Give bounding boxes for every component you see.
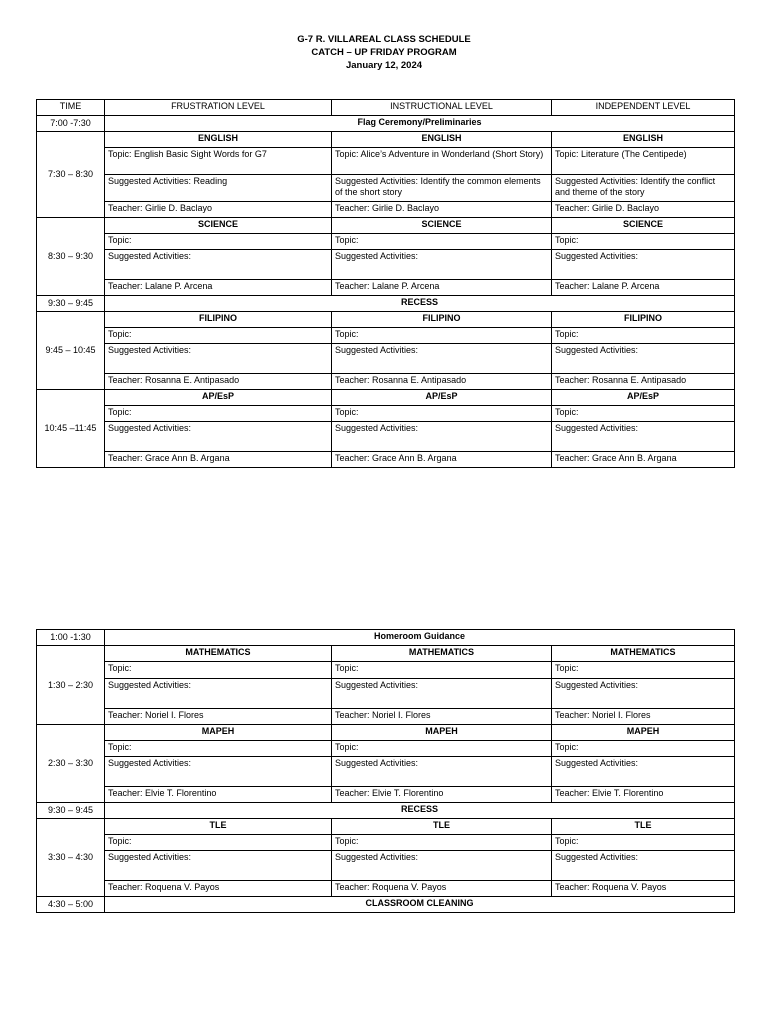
time-cell: 10:45 –11:45 [37,390,105,468]
topic-cell: Topic: English Basic Sight Words for G7 [105,148,332,175]
subject-label: ENGLISH [552,132,735,148]
cleaning-label: CLASSROOM CLEANING [105,897,735,913]
activities-cell: Suggested Activities: [552,422,735,452]
subject-row-science [37,218,735,234]
activities-cell: Suggested Activities: [332,344,552,374]
teacher-cell: Teacher: Rosanna E. Antipasado [332,374,552,390]
teacher-row [37,709,735,725]
activities-cell: Suggested Activities: [105,757,332,787]
activities-cell: Suggested Activities: Identify the common elements of the short story [332,175,552,202]
subject-label: MATHEMATICS [105,646,332,662]
activities-row [37,679,735,709]
teacher-cell: Teacher: Roquena V. Payos [332,881,552,897]
topic-cell: Topic: [332,741,552,757]
subject-label: MATHEMATICS [332,646,552,662]
activities-cell: Suggested Activities: [552,344,735,374]
subject-label: MAPEH [105,725,332,741]
activities-cell: Suggested Activities: [332,422,552,452]
afternoon-schedule-table [36,629,735,913]
teacher-cell: Teacher: Grace Ann B. Argana [552,452,735,468]
document-header [0,33,768,72]
teacher-cell: Teacher: Rosanna E. Antipasado [552,374,735,390]
homeroom-row [37,630,735,646]
topic-cell: Topic: [332,835,552,851]
time-cell: 7:00 -7:30 [37,116,105,132]
time-cell: 1:30 – 2:30 [37,646,105,725]
teacher-cell: Teacher: Roquena V. Payos [105,881,332,897]
subject-label: FILIPINO [552,312,735,328]
topic-cell: Topic: [552,234,735,250]
teacher-row [37,787,735,803]
topic-cell: Topic: [332,406,552,422]
subject-label: ENGLISH [105,132,332,148]
activities-cell: Suggested Activities: Identify the conflict and theme of the story [552,175,735,202]
teacher-cell: Teacher: Girlie D. Baclayo [105,202,332,218]
activities-cell: Suggested Activities: [332,250,552,280]
time-cell: 2:30 – 3:30 [37,725,105,803]
topic-cell: Topic: [552,835,735,851]
activities-cell: Suggested Activities: [552,851,735,881]
activities-cell: Suggested Activities: [105,344,332,374]
subject-label: MAPEH [552,725,735,741]
teacher-row [37,881,735,897]
topic-row [37,234,735,250]
subject-label: SCIENCE [552,218,735,234]
recess-label: RECESS [105,296,735,312]
time-cell: 8:30 – 9:30 [37,218,105,296]
subject-label: AP/EsP [105,390,332,406]
subject-row-filipino [37,312,735,328]
time-cell: 3:30 – 4:30 [37,819,105,897]
subject-label: MAPEH [332,725,552,741]
activities-cell: Suggested Activities: [105,250,332,280]
subject-row-apesp [37,390,735,406]
subject-label: TLE [552,819,735,835]
subject-label: FILIPINO [332,312,552,328]
activities-cell: Suggested Activities: [105,422,332,452]
teacher-row [37,202,735,218]
activities-row [37,250,735,280]
time-cell: 9:30 – 9:45 [37,296,105,312]
activities-cell: Suggested Activities: [105,679,332,709]
homeroom-label: Homeroom Guidance [105,630,735,646]
time-cell: 4:30 – 5:00 [37,897,105,913]
topic-cell: Topic: [105,662,332,679]
topic-cell: Topic: [552,406,735,422]
time-cell: 1:00 -1:30 [37,630,105,646]
recess-label: RECESS [105,803,735,819]
activities-row [37,344,735,374]
teacher-cell: Teacher: Elvie T. Florentino [105,787,332,803]
activities-row [37,851,735,881]
topic-row [37,741,735,757]
activities-row [37,757,735,787]
topic-cell: Topic: [105,835,332,851]
teacher-cell: Teacher: Elvie T. Florentino [332,787,552,803]
teacher-cell: Teacher: Girlie D. Baclayo [552,202,735,218]
col-header-frustration: FRUSTRATION LEVEL [105,100,332,116]
teacher-row [37,280,735,296]
activities-cell: Suggested Activities: [552,679,735,709]
teacher-cell: Teacher: Grace Ann B. Argana [105,452,332,468]
topic-cell: Topic: [332,234,552,250]
activities-row [37,422,735,452]
topic-row [37,662,735,679]
schedule-date: January 12, 2024 [345,60,423,71]
teacher-row [37,374,735,390]
subject-label: AP/EsP [332,390,552,406]
subject-label: MATHEMATICS [552,646,735,662]
teacher-cell: Teacher: Noriel I. Flores [552,709,735,725]
activities-cell: Suggested Activities: [552,250,735,280]
activities-cell: Suggested Activities: [105,851,332,881]
activities-cell: Suggested Activities: Reading [105,175,332,202]
col-header-time: TIME [37,100,105,116]
activities-cell: Suggested Activities: [552,757,735,787]
subject-label: FILIPINO [105,312,332,328]
teacher-cell: Teacher: Noriel I. Flores [332,709,552,725]
topic-row [37,406,735,422]
topic-cell: Topic: [332,328,552,344]
recess-row [37,803,735,819]
topic-cell: Topic: [552,741,735,757]
teacher-cell: Teacher: Roquena V. Payos [552,881,735,897]
subject-label: SCIENCE [332,218,552,234]
topic-row [37,148,735,175]
time-cell: 9:45 – 10:45 [37,312,105,390]
subject-label: AP/EsP [552,390,735,406]
topic-cell: Topic: [332,662,552,679]
time-cell: 9:30 – 9:45 [37,803,105,819]
teacher-cell: Teacher: Elvie T. Florentino [552,787,735,803]
topic-cell: Topic: Literature (The Centipede) [552,148,735,175]
subject-label: SCIENCE [105,218,332,234]
activities-row [37,175,735,202]
subject-row-tle [37,819,735,835]
recess-row [37,296,735,312]
morning-schedule-table [36,99,735,468]
cleaning-row [37,897,735,913]
activities-cell: Suggested Activities: [332,679,552,709]
topic-row [37,835,735,851]
teacher-cell: Teacher: Lalane P. Arcena [105,280,332,296]
flag-ceremony-label: Flag Ceremony/Preliminaries [105,116,735,132]
program-title: CATCH – UP FRIDAY PROGRAM [311,47,457,58]
topic-row [37,328,735,344]
activities-cell: Suggested Activities: [332,851,552,881]
activities-cell: Suggested Activities: [332,757,552,787]
subject-label: TLE [105,819,332,835]
topic-cell: Topic: [552,662,735,679]
topic-cell: Topic: [105,406,332,422]
subject-row-math [37,646,735,662]
subject-row-mapeh [37,725,735,741]
teacher-row [37,452,735,468]
teacher-cell: Teacher: Noriel I. Flores [105,709,332,725]
subject-row-english [37,132,735,148]
topic-cell: Topic: [105,741,332,757]
teacher-cell: Teacher: Grace Ann B. Argana [332,452,552,468]
teacher-cell: Teacher: Lalane P. Arcena [332,280,552,296]
topic-cell: Topic: [552,328,735,344]
flag-ceremony-row [37,116,735,132]
col-header-instructional: INSTRUCTIONAL LEVEL [332,100,552,116]
teacher-cell: Teacher: Lalane P. Arcena [552,280,735,296]
schedule-title: G-7 R. VILLAREAL CLASS SCHEDULE [297,34,471,45]
teacher-cell: Teacher: Girlie D. Baclayo [332,202,552,218]
subject-label: ENGLISH [332,132,552,148]
topic-cell: Topic: Alice’s Adventure in Wonderland (Short Story) [332,148,552,175]
column-header-row [37,100,735,116]
teacher-cell: Teacher: Rosanna E. Antipasado [105,374,332,390]
time-cell: 7:30 – 8:30 [37,132,105,218]
topic-cell: Topic: [105,234,332,250]
col-header-independent: INDEPENDENT LEVEL [552,100,735,116]
subject-label: TLE [332,819,552,835]
topic-cell: Topic: [105,328,332,344]
